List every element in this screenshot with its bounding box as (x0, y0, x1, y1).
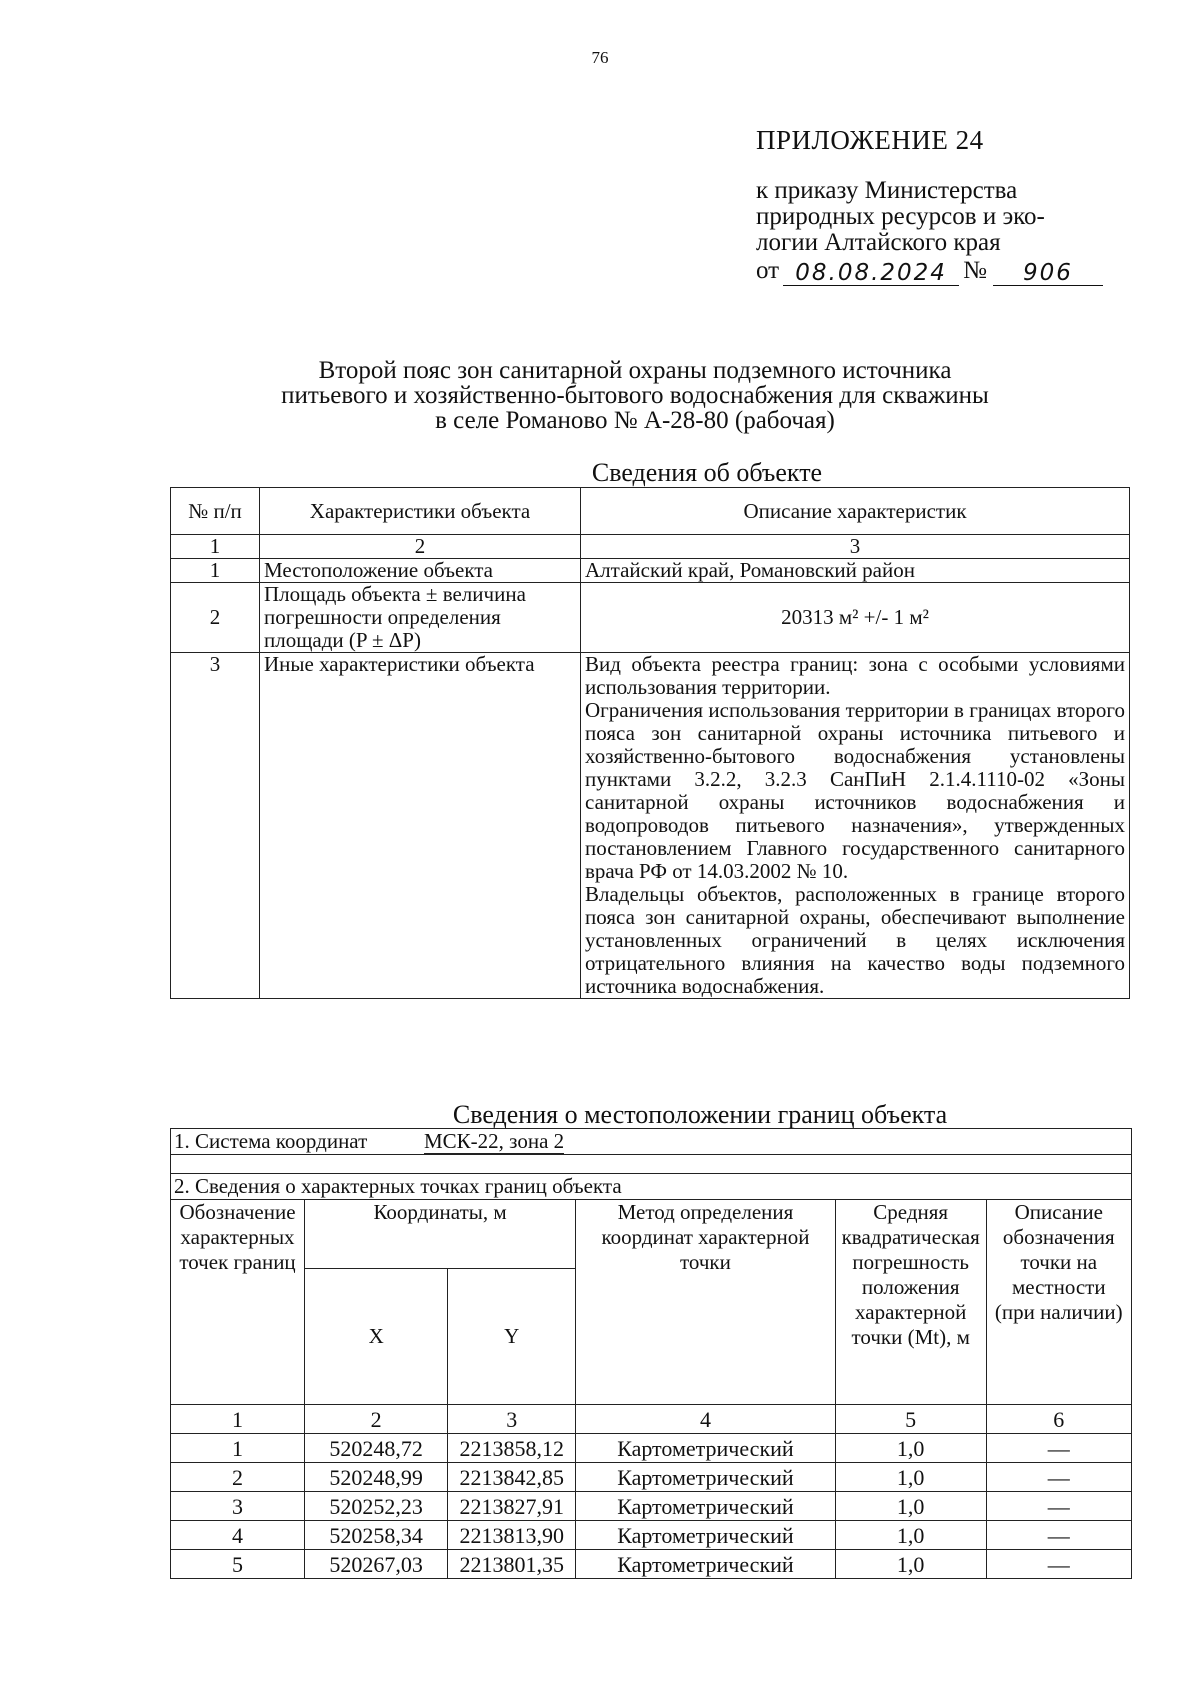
point-y: 2213842,85 (448, 1463, 576, 1492)
coord-system-value: МСК-22, зона 2 (424, 1129, 565, 1153)
table-row (171, 583, 1130, 653)
description-paragraph: Ограничения использования территории в границах второго пояса зон санитарной охраны источника питьевого и хозяйственно-бытового водоснабжения установлены пунктами 3.2.2, 3.2.3 СанПиН 2.1.4.1110-02 «Зоны санитарной охраны источников водоснабжения и водопроводов питьевого назначения», утвержденных постановлением Главного государственного санитарного врача РФ от 14.03.2002 № 10. (585, 698, 1125, 883)
header-error: Средняя квадратическая погрешность положения характерной точки (Mt), м (835, 1200, 986, 1405)
object-info-table (170, 487, 1130, 999)
col-number: 3 (448, 1405, 576, 1434)
location-table (170, 1128, 1132, 1579)
row-value: Алтайский край, Романовский район (581, 559, 1130, 583)
point-number: 2 (171, 1463, 305, 1492)
col-number: 2 (305, 1405, 448, 1434)
location-caption: Сведения о местоположении границ объекта (452, 1100, 948, 1129)
col-number: 1 (171, 535, 260, 559)
row-name: Площадь объекта ± величина погрешности определения площади (P ± ΔP) (260, 583, 581, 653)
point-number: 1 (171, 1434, 305, 1463)
table-row (171, 1550, 1132, 1579)
table-row (171, 1434, 1132, 1463)
row-number: 3 (171, 653, 260, 999)
row-name: Иные характеристики объекта (260, 653, 581, 999)
title-line-2: питьевого и хозяйственно-бытового водоснабжения для скважины (281, 382, 989, 409)
point-error: 1,0 (835, 1434, 986, 1463)
row-number: 1 (171, 559, 260, 583)
description-paragraph: Владельцы объектов, расположенных в границе второго пояса зон санитарной охраны, обеспечивают выполнение установленных ограничений в целях исключения отрицательного влияния на качество воды подземного источника водоснабжения. (585, 882, 1125, 998)
spacer-cell (171, 1155, 1132, 1174)
header-coords: Координаты, м (305, 1200, 576, 1269)
row-name: Местоположение объекта (260, 559, 581, 583)
point-description: — (986, 1521, 1131, 1550)
points-label: 2. Сведения о характерных точках границ объекта (171, 1174, 1132, 1200)
point-x: 520267,03 (305, 1550, 448, 1579)
appendix-block (756, 125, 1116, 286)
point-y: 2213801,35 (448, 1550, 576, 1579)
point-error: 1,0 (835, 1492, 986, 1521)
row-value (581, 653, 1130, 999)
point-error: 1,0 (835, 1550, 986, 1579)
appendix-line-1: к приказу Министерства (756, 177, 1018, 204)
header-designation: Обозначение характерных точек границ (171, 1200, 305, 1405)
row-value: 20313 м² +/- 1 м² (581, 583, 1130, 653)
point-y: 2213813,90 (448, 1521, 576, 1550)
description-paragraph: Вид объекта реестра границ: зона с особыми условиями использования территории. (585, 652, 1125, 699)
from-label: от (756, 257, 780, 284)
page-number: 76 (591, 48, 609, 67)
table-header-row (171, 1200, 1132, 1269)
table-header-row (171, 488, 1130, 535)
points-label-row (171, 1174, 1132, 1200)
column-number-row (171, 1405, 1132, 1434)
table-row (171, 1463, 1132, 1492)
col-number: 6 (986, 1405, 1131, 1434)
header-point-description: Описание обозначения точки на местности (при наличии) (986, 1200, 1131, 1405)
point-description: — (986, 1434, 1131, 1463)
header-x: X (305, 1269, 448, 1405)
point-description: — (986, 1463, 1131, 1492)
spacer-row (171, 1155, 1132, 1174)
point-error: 1,0 (835, 1521, 986, 1550)
point-method: Картометрический (576, 1463, 836, 1492)
point-error: 1,0 (835, 1463, 986, 1492)
point-method: Картометрический (576, 1434, 836, 1463)
order-line (756, 256, 1116, 286)
table-row (171, 1492, 1132, 1521)
point-x: 520252,23 (305, 1492, 448, 1521)
point-x: 520248,72 (305, 1434, 448, 1463)
point-x: 520248,99 (305, 1463, 448, 1492)
coord-system-cell (171, 1129, 1132, 1155)
col-number: 5 (835, 1405, 986, 1434)
point-y: 2213827,91 (448, 1492, 576, 1521)
point-number: 3 (171, 1492, 305, 1521)
number-label: № (963, 257, 987, 284)
handwritten-date: 08.08.2024 (783, 261, 959, 286)
col-number: 3 (581, 535, 1130, 559)
header-method: Метод определения координат характерной точки (576, 1200, 836, 1405)
table-row (171, 559, 1130, 583)
point-method: Картометрический (576, 1550, 836, 1579)
coord-system-row (171, 1129, 1132, 1155)
column-number-row (171, 535, 1130, 559)
point-method: Картометрический (576, 1521, 836, 1550)
point-description: — (986, 1492, 1131, 1521)
header-number: № п/п (171, 488, 260, 535)
appendix-line-3: логии Алтайского края (756, 229, 1001, 256)
point-method: Картометрический (576, 1492, 836, 1521)
col-number: 2 (260, 535, 581, 559)
header-y: Y (448, 1269, 576, 1405)
object-info-caption: Сведения об объекте (591, 458, 823, 487)
handwritten-number: 906 (993, 261, 1103, 286)
point-x: 520258,34 (305, 1521, 448, 1550)
appendix-title: ПРИЛОЖЕНИЕ 24 (756, 125, 984, 155)
header-description: Описание характеристик (581, 488, 1130, 535)
title-line-1: Второй пояс зон санитарной охраны подземного источника (318, 357, 952, 384)
document-title (170, 358, 1100, 433)
point-number: 5 (171, 1550, 305, 1579)
coord-system-label: 1. Система координат (174, 1129, 368, 1153)
table-row (171, 653, 1130, 999)
point-number: 4 (171, 1521, 305, 1550)
table-row (171, 1521, 1132, 1550)
appendix-line-2: природных ресурсов и эко- (756, 203, 1045, 230)
col-number: 4 (576, 1405, 836, 1434)
row-number: 2 (171, 583, 260, 653)
point-y: 2213858,12 (448, 1434, 576, 1463)
col-number: 1 (171, 1405, 305, 1434)
header-characteristics: Характеристики объекта (260, 488, 581, 535)
title-line-3: в селе Романово № А-28-80 (рабочая) (435, 407, 835, 434)
appendix-reference (756, 178, 1116, 256)
point-description: — (986, 1550, 1131, 1579)
